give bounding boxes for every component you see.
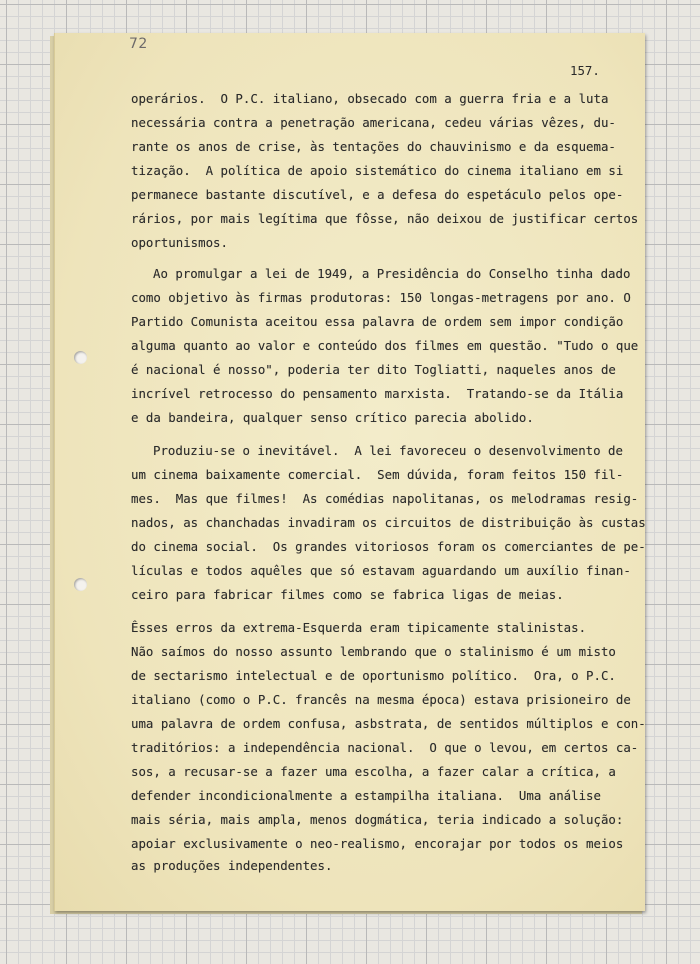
- text-line: como objetivo às firmas produtoras: 150 longas-metragens por ano. O: [131, 290, 631, 305]
- text-line: rários, por mais legítima que fôsse, não deixou de justificar certos: [131, 211, 639, 226]
- text-line: operários. O P.C. italiano, obsecado com a guerra fria e a luta: [131, 91, 609, 106]
- text-line: de sectarismo intelectual e de oportunismo político. Ora, o P.C.: [131, 668, 616, 683]
- text-line: sos, a recusar-se a fazer uma escolha, a fazer calar a crítica, a: [131, 764, 616, 779]
- text-line: oportunismos.: [131, 235, 228, 250]
- text-line: italiano (como o P.C. francês na mesma época) estava prisioneiro de: [131, 692, 631, 707]
- text-line: apoiar exclusivamente o neo-realismo, encorajar por todos os meios: [131, 836, 624, 851]
- text-line: traditórios: a independência nacional. O que o levou, em certos ca-: [131, 740, 639, 755]
- text-line: Produziu-se o inevitável. A lei favoreceu o desenvolvimento de: [153, 443, 623, 458]
- text-line: um cinema baixamente comercial. Sem dúvida, foram feitos 150 fil-: [131, 467, 624, 482]
- text-line: rante os anos de crise, às tentações do chauvinismo e da esquema-: [131, 139, 616, 154]
- punch-hole: [74, 578, 87, 591]
- text-line: nados, as chanchadas invadiram os circuitos de distribuição às custas: [131, 515, 646, 530]
- text-line: ceiro para fabricar filmes como se fabrica ligas de meias.: [131, 587, 564, 602]
- text-line: incrível retrocesso do pensamento marxista. Tratando-se da Itália: [131, 386, 624, 401]
- text-line: Ao promulgar a lei de 1949, a Presidência do Conselho tinha dado: [153, 266, 631, 281]
- text-line: tização. A política de apoio sistemático do cinema italiano em si: [131, 163, 624, 178]
- text-line: necessária contra a penetração americana, cedeu várias vêzes, du-: [131, 115, 616, 130]
- text-line: e da bandeira, qualquer senso crítico parecia abolido.: [131, 410, 534, 425]
- text-line: do cinema social. Os grandes vitoriosos foram os comerciantes de pe-: [131, 539, 646, 554]
- text-line: mais séria, mais ampla, menos dogmática, teria indicado a solução:: [131, 812, 624, 827]
- text-line: alguma quanto ao valor e conteúdo dos filmes em questão. "Tudo o que: [131, 338, 639, 353]
- text-line: mes. Mas que filmes! As comédias napolitanas, os melodramas resig-: [131, 491, 639, 506]
- text-line: uma palavra de ordem confusa, asbstrata, de sentidos múltiplos e con-: [131, 716, 646, 731]
- text-line: é nacional é nosso", poderia ter dito Togliatti, naqueles anos de: [131, 362, 616, 377]
- text-line: Não saímos do nosso assunto lembrando que o stalinismo é um misto: [131, 644, 616, 659]
- text-line: as produções independentes.: [131, 858, 333, 873]
- page-number: 157.: [570, 63, 600, 78]
- text-line: permanece bastante discutível, e a defesa do espetáculo pelos ope-: [131, 187, 624, 202]
- archive-page-number: 72: [129, 36, 148, 52]
- text-line: defender incondicionalmente a estampilha italiana. Uma análise: [131, 788, 601, 803]
- text-line: Partido Comunista aceitou essa palavra de ordem sem impor condição: [131, 314, 624, 329]
- punch-hole: [74, 351, 87, 364]
- text-line: lículas e todos aquêles que só estavam aguardando um auxílio finan-: [131, 563, 631, 578]
- text-line: Êsses erros da extrema-Esquerda eram tipicamente stalinistas.: [131, 620, 587, 635]
